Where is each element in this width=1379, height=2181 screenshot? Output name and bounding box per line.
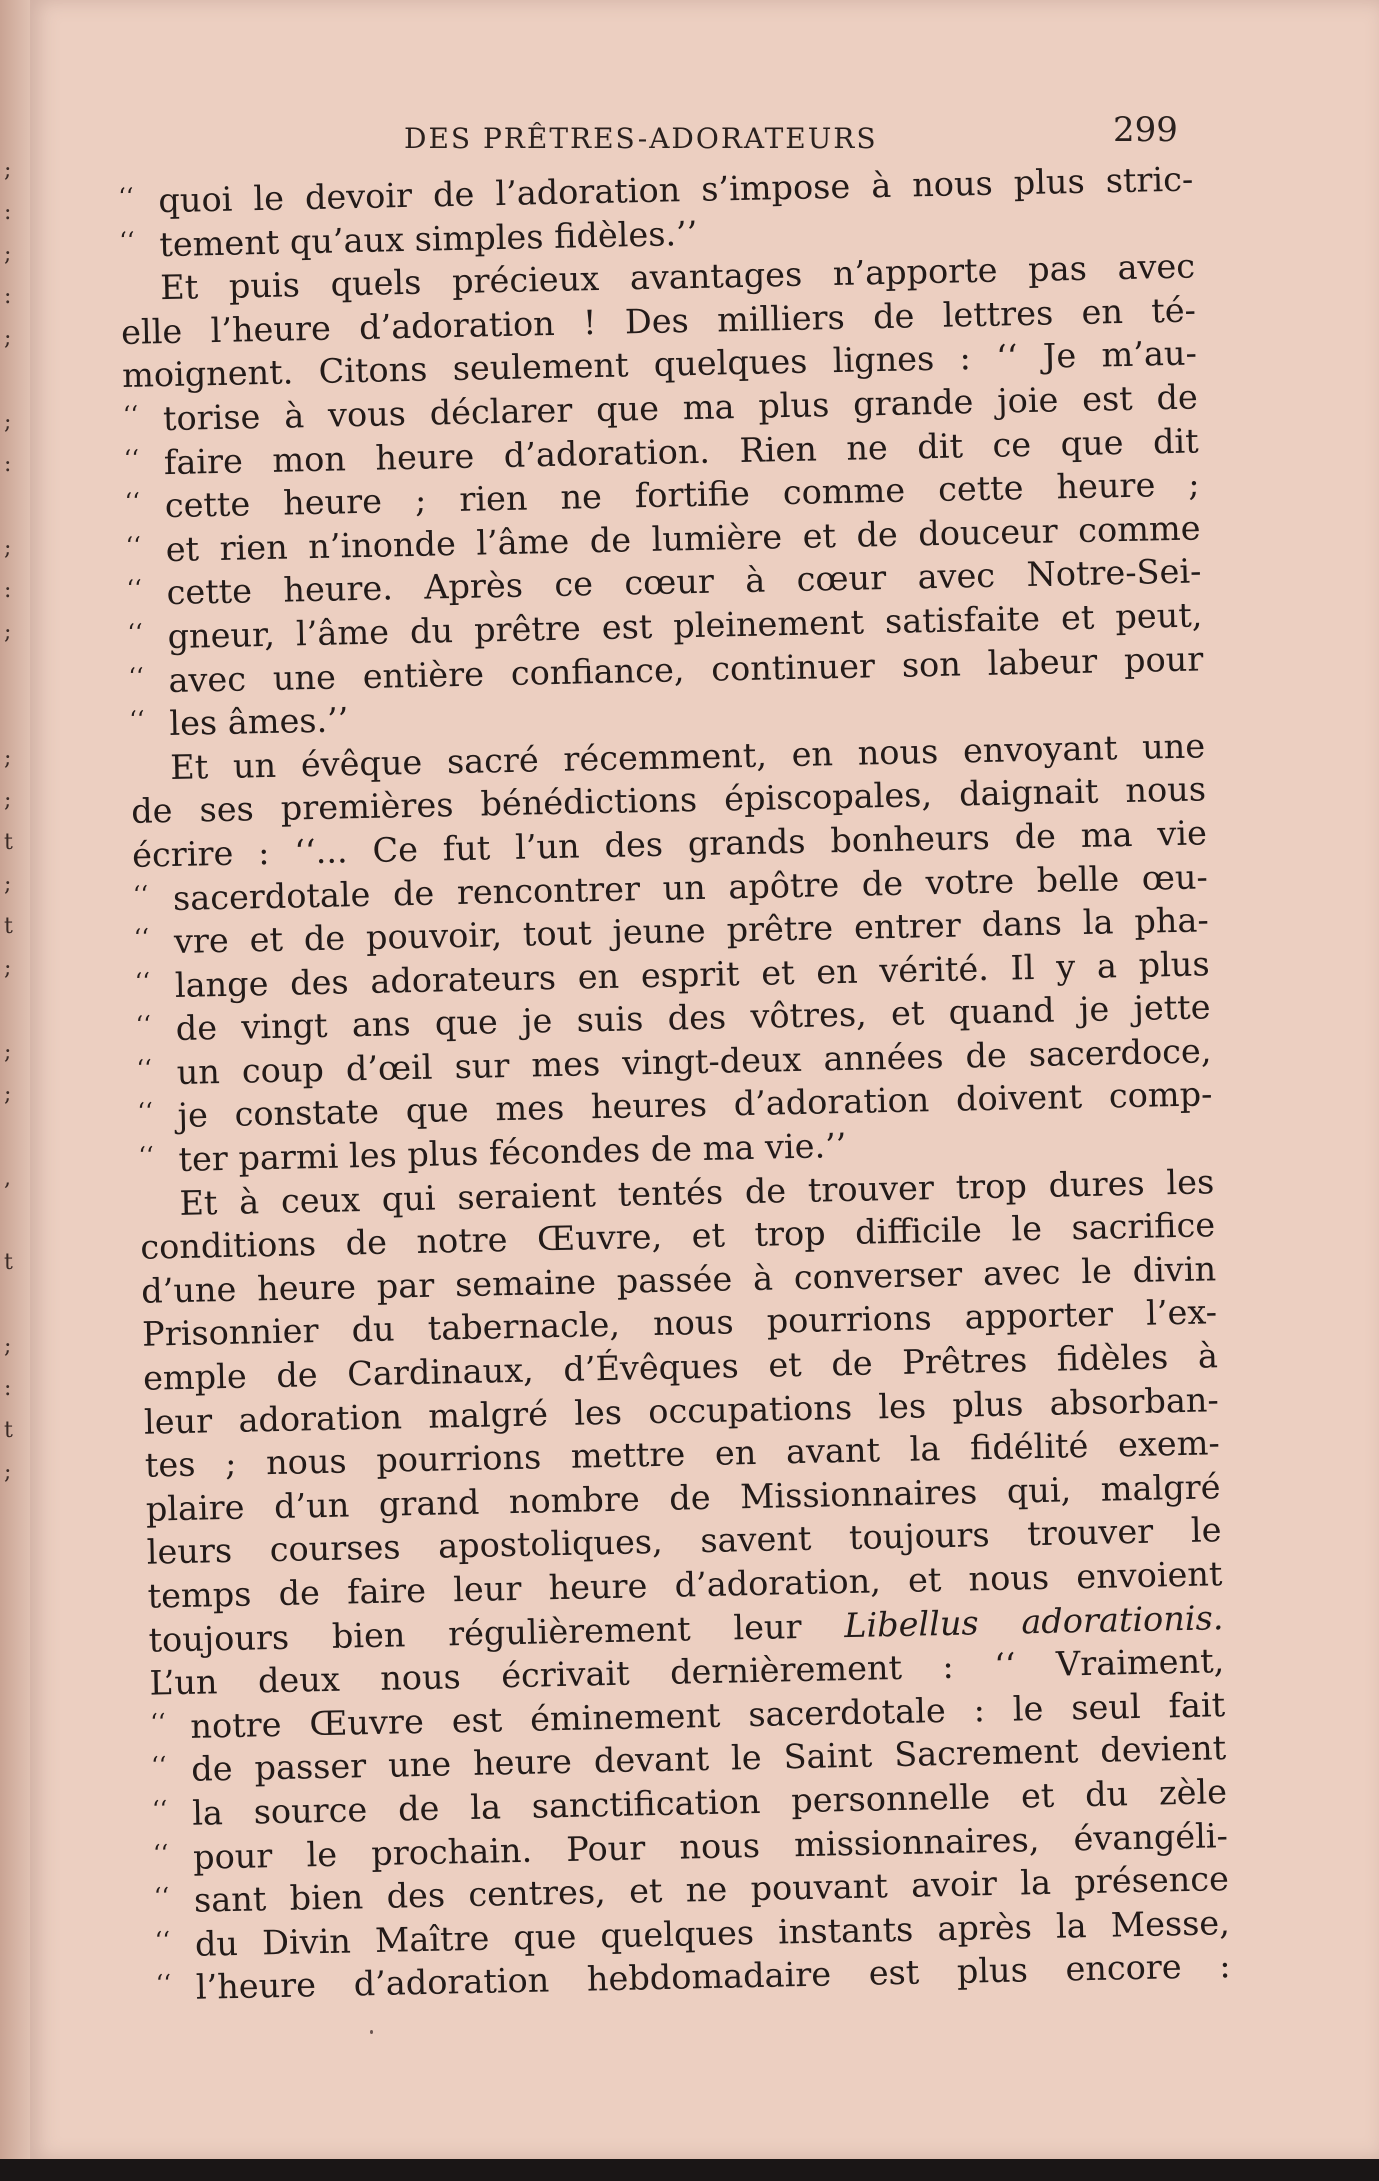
text-line: ‘‘ de passer une heure devant le Saint Sacrement devient — [151, 1727, 1227, 1793]
ink-speck — [370, 2030, 373, 2034]
text-line: tes ; nous pourrions mettre en avant la fidélité exem- — [144, 1423, 1221, 1485]
text-line: ‘‘ cette heure. Après ce cœur à cœur avec Notre-Sei- — [126, 550, 1202, 616]
text-line: elle l’heure d’adoration ! Des milliers de lettres en té- — [120, 290, 1197, 352]
text-line: toujours bien régulièrement leur Libellus adorationis. — [148, 1597, 1224, 1660]
text-line: ‘‘ avec une entière confiance, continuer son labeur pour — [128, 637, 1204, 703]
gutter-mark: , — [4, 1166, 11, 1191]
gutter-mark: ; — [4, 746, 12, 771]
gutter-mark — [4, 1494, 24, 1536]
text-line: leurs courses apostoliques, savent toujours trouver le — [146, 1510, 1222, 1573]
text-line: ‘‘ ter parmi les plus fécondes de ma vie.’’ — [138, 1116, 1214, 1182]
gutter-mark: ; — [4, 620, 12, 645]
text-line: conditions de notre Œuvre, et trop difficile le sacrifice — [139, 1205, 1216, 1268]
text-line: ‘‘ je constate que mes heures d’adoration doivent comp- — [137, 1073, 1213, 1139]
text-line: ‘‘ cette heure ; rien ne fortifie comme cette heure ; — [124, 463, 1200, 529]
gutter-mark: t — [4, 1418, 13, 1443]
text-line: ‘‘ sacerdotale de rencontrer un apôtre de votre belle œu- — [133, 855, 1209, 921]
text-line: ‘‘ les âmes.’’ — [129, 680, 1205, 746]
text-line: leur adoration malgré les occupations les plus absorban- — [143, 1379, 1220, 1442]
gutter-mark: ; — [4, 1040, 12, 1065]
text-line: ‘‘ un coup d’œil sur mes vingt-deux années de sacerdoce, — [136, 1029, 1212, 1095]
gutter-mark: ; — [4, 788, 12, 813]
gutter-marks — [4, 150, 24, 1536]
text-line: ‘‘ gneur, l’âme du prêtre est pleinement satisfaite et peut, — [127, 593, 1203, 659]
gutter-mark — [4, 1200, 24, 1242]
gutter-mark: ; — [4, 1460, 12, 1485]
gutter-mark: ; — [4, 326, 12, 351]
text-line: ‘‘ de vingt ans que je suis des vôtres, et quand je jette — [135, 986, 1211, 1052]
text-line: ‘‘ notre Œuvre est éminement sacerdotale : le seul fait — [150, 1683, 1226, 1749]
page-gutter — [0, 0, 30, 2181]
text-line: ‘‘ tement qu’aux simples fidèles.’’ — [119, 201, 1195, 267]
text-line: moignent. Citons seulement quelques lignes : ‘‘ Je m’au- — [121, 333, 1198, 396]
gutter-mark: ; — [4, 872, 12, 897]
gutter-mark — [4, 360, 24, 402]
text-line: ‘‘ sant bien des centres, et ne pouvant avoir la présence — [154, 1857, 1230, 1923]
gutter-mark — [4, 486, 24, 528]
gutter-mark: t — [4, 914, 13, 939]
gutter-mark: : — [4, 578, 12, 603]
text-line: ‘‘ torise à vous déclarer que ma plus grande joie est de — [123, 375, 1199, 441]
gutter-mark: : — [4, 452, 12, 477]
gutter-mark: t — [4, 830, 13, 855]
running-head: DES PRÊTRES-ADORATEURS — [404, 122, 878, 155]
gutter-mark: ; — [4, 1082, 12, 1107]
gutter-mark: : — [4, 200, 12, 225]
gutter-mark: t — [4, 1250, 13, 1275]
text-line: d’une heure par semaine passée à converser avec le divin — [140, 1249, 1217, 1311]
scan-border — [0, 2159, 1379, 2181]
gutter-mark: ; — [4, 1334, 12, 1359]
gutter-mark: ; — [4, 536, 12, 561]
gutter-mark — [4, 990, 24, 1032]
text-line: ‘‘ quoi le devoir de l’adoration s’impose à nous plus stric- — [118, 157, 1194, 223]
text-line: Prisonnier du tabernacle, nous pourrions apporter l’ex- — [141, 1292, 1218, 1355]
text-line: ‘‘ vre et de pouvoir, tout jeune prêtre entrer dans la pha- — [134, 898, 1210, 964]
gutter-mark: ; — [4, 956, 12, 981]
gutter-mark: ; — [4, 410, 12, 435]
gutter-mark: ; — [4, 158, 12, 183]
gutter-mark — [4, 1116, 24, 1158]
body-text — [118, 157, 1231, 2010]
gutter-mark — [4, 1284, 24, 1326]
text-line: ‘‘ l’heure d’adoration hebdomadaire est plus encore : — [155, 1944, 1231, 2010]
text-line: Et à ceux qui seraient tentés de trouver trop dures les — [179, 1161, 1215, 1223]
text-line: ‘‘ la source de la sanctification personnelle et du zèle — [152, 1770, 1228, 1836]
text-line: emple de Cardinaux, d’Évêques et de Prêtres fidèles à — [142, 1336, 1219, 1398]
text-line: de ses premières bénédictions épiscopales, daignait nous — [130, 769, 1207, 832]
text-line: ‘‘ lange des adorateurs en esprit et en vérité. Il y a plus — [134, 942, 1210, 1008]
text-line: ‘‘ pour le prochain. Pour nous missionnaires, évangéli- — [153, 1814, 1229, 1880]
text-line: ‘‘ et rien n’inonde l’âme de lumière et de douceur comme — [125, 506, 1201, 572]
text-line: plaire d’un grand nombre de Missionnaires qui, malgré — [145, 1467, 1221, 1529]
text-line: L’un deux nous écrivait dernièrement : ‘‘ Vraiment, — [149, 1641, 1225, 1703]
page-number: 299 — [1113, 110, 1178, 150]
gutter-mark: : — [4, 1376, 12, 1401]
text-line: Et un évêque sacré récemment, en nous envoyant une — [169, 726, 1206, 787]
text-line: ‘‘ du Divin Maître que quelques instants après la Messe, — [155, 1901, 1231, 1967]
text-line: écrire : ‘‘... Ce fut l’un des grands bonheurs de ma vie — [131, 813, 1208, 875]
text-line: temps de faire leur heure d’adoration, et nous envoient — [147, 1554, 1223, 1616]
book-page — [30, 0, 1379, 2160]
gutter-mark: : — [4, 284, 12, 309]
gutter-mark — [4, 696, 24, 738]
text-line: ‘‘ faire mon heure d’adoration. Rien ne dit ce que dit — [123, 419, 1199, 485]
gutter-mark — [4, 654, 24, 696]
gutter-mark: ; — [4, 242, 12, 267]
text-line: Et puis quels précieux avantages n’apporte pas avec — [159, 246, 1196, 308]
